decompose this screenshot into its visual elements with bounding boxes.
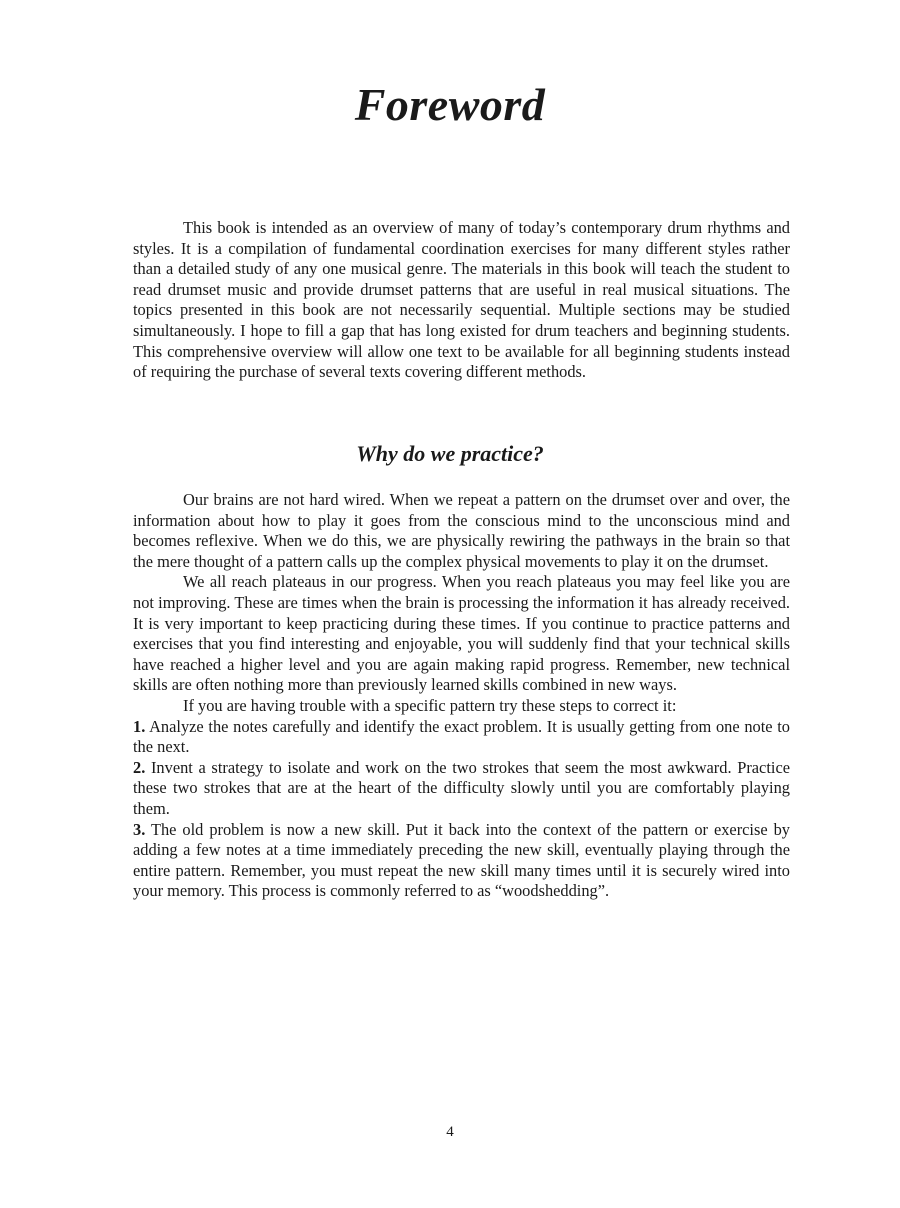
step-number: 3. — [133, 819, 146, 839]
step-number: 2. — [133, 757, 146, 777]
step-item — [133, 717, 790, 758]
page-number: 4 — [446, 1124, 454, 1140]
step-text: The old problem is now a new skill. Put it back into the context of the pattern or exercise by adding a few notes at a time immediately preceding the new skill, eventually playing through the entire pattern. Remember, you must repeat the new skill many times until it is securely wired into your memory. This process is commonly referred to as “woodshedding”. — [133, 819, 790, 901]
intro-paragraph: This book is intended as an overview of many of today’s contemporary drum rhythms and styles. It is a compilation of fundamental coordination exercises for many different styles rather than a detailed study of any one musical genre. The materials in this book will teach the student to read drumset music and provide drumset patterns that are useful in real musical situations. The topics presented in this book are not necessarily sequential. Multiple sections may be studied simultaneously. I hope to fill a gap that has long existed for drum teachers and beginning students. This comprehensive overview will allow one text to be available for all beginning students instead of requiring the purchase of several texts covering different methods. — [133, 218, 790, 382]
page-title: Foreword — [354, 79, 546, 130]
step-number: 1. — [133, 716, 146, 736]
section-heading: Why do we practice? — [356, 441, 544, 466]
step-item — [133, 758, 790, 820]
paragraph-plateaus: We all reach plateaus in our progress. When you reach plateaus you may feel like you are not improving. These are times when the brain is processing the information it has already received. It is very important to keep practicing during these times. If you continue to practice patterns and exercises that you find interesting and enjoyable, you will suddenly find that your technical skills have reached a higher level and you are again making rapid progress. Remember, new technical skills are often nothing more than previously learned skills combined in new ways. — [133, 572, 790, 695]
step-item — [133, 820, 790, 902]
intro-section — [133, 218, 790, 383]
step-text: Analyze the notes carefully and identify the exact problem. It is usually getting from one note to the next. — [133, 716, 790, 757]
paragraph-hard-wired: Our brains are not hard wired. When we repeat a pattern on the drumset over and over, the information about how to play it goes from the conscious mind to the unconscious mind and becomes reflexive. When we do this, we are physically rewiring the pathways in the brain so that the mere thought of a pattern calls up the complex physical movements to play it on the drumset. — [133, 490, 790, 571]
paragraph-steps-intro: If you are having trouble with a specific pattern try these steps to correct it: — [183, 695, 677, 715]
step-text: Invent a strategy to isolate and work on the two strokes that seem the most awkward. Practice these two strokes that are at the heart of the difficulty slowly until you are comfortably playing them. — [133, 757, 790, 818]
practice-section — [133, 490, 790, 902]
